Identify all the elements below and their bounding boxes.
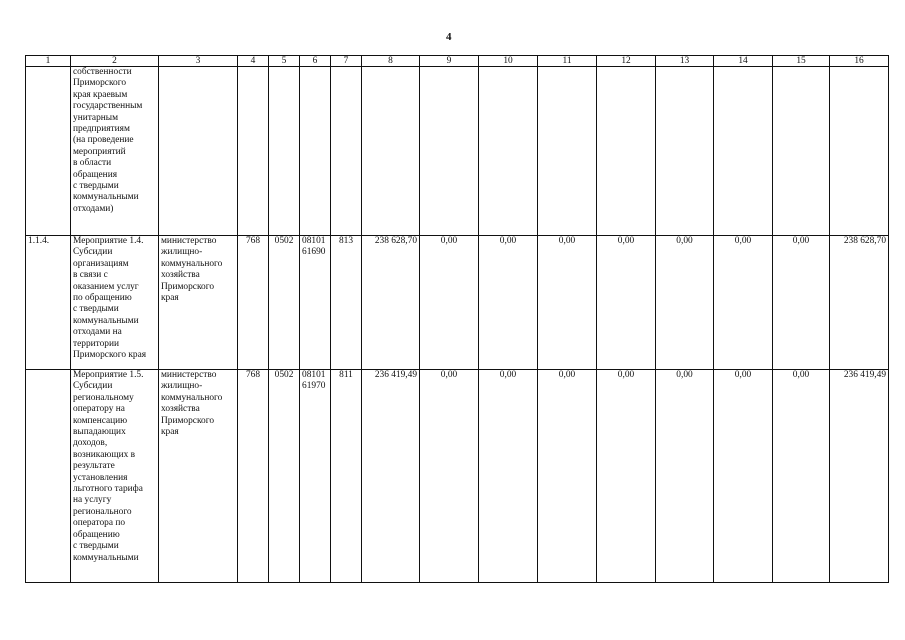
amount-col9: 0,00 (420, 236, 479, 370)
header-cell: 12 (597, 56, 656, 67)
amount-col12 (597, 67, 656, 236)
amount-col10 (479, 67, 538, 236)
header-cell: 7 (331, 56, 362, 67)
row-number (26, 370, 71, 583)
header-cell: 6 (300, 56, 331, 67)
header-cell: 5 (269, 56, 300, 67)
amount-col9: 0,00 (420, 370, 479, 583)
executor: министерство жилищно- коммунального хозяйства Приморского края (159, 370, 238, 583)
header-cell: 1 (26, 56, 71, 67)
header-cell: 11 (538, 56, 597, 67)
amount-col15: 0,00 (773, 370, 830, 583)
code-section: 0502 (269, 370, 300, 583)
code-expense-type: 813 (331, 236, 362, 370)
page-number: 4 (446, 31, 452, 43)
code-section: 0502 (269, 236, 300, 370)
header-cell: 16 (830, 56, 889, 67)
code-grbs: 768 (238, 236, 269, 370)
amount-col13 (656, 67, 714, 236)
header-cell: 13 (656, 56, 714, 67)
amount-col10: 0,00 (479, 236, 538, 370)
amount-col15 (773, 67, 830, 236)
amount-col11: 0,00 (538, 236, 597, 370)
amount-col16: 236 419,49 (830, 370, 889, 583)
table-row (26, 236, 889, 370)
code-target: 08101 61970 (300, 370, 331, 583)
executor: министерство жилищно- коммунального хозяйства Приморского края (159, 236, 238, 370)
header-cell: 10 (479, 56, 538, 67)
amount-col14 (714, 67, 773, 236)
amount-col10: 0,00 (479, 370, 538, 583)
header-cell: 15 (773, 56, 830, 67)
amount-col8: 236 419,49 (362, 370, 420, 583)
table-row (26, 370, 889, 583)
header-row (26, 56, 889, 67)
code-grbs (238, 67, 269, 236)
header-cell: 4 (238, 56, 269, 67)
amount-col16: 238 628,70 (830, 236, 889, 370)
budget-table (25, 55, 889, 583)
header-cell: 3 (159, 56, 238, 67)
measure-name: Мероприятие 1.5. Субсидии региональному оператору на компенсацию выпадающих доходов, возникающих в результате установления льготного тарифа на услугу регионального оператора по обращению с твердыми коммунальными (71, 370, 159, 583)
code-section (269, 67, 300, 236)
measure-name: собственности Приморского края краевым государственным унитарным предприятиям (на проведение мероприятий в области обращения с твердыми коммунальными отходами) (71, 67, 159, 236)
amount-col11: 0,00 (538, 370, 597, 583)
header-cell: 9 (420, 56, 479, 67)
code-expense-type: 811 (331, 370, 362, 583)
amount-col8 (362, 67, 420, 236)
header-cell: 2 (71, 56, 159, 67)
row-number (26, 67, 71, 236)
amount-col12: 0,00 (597, 236, 656, 370)
amount-col9 (420, 67, 479, 236)
amount-col13: 0,00 (656, 236, 714, 370)
executor (159, 67, 238, 236)
code-target (300, 67, 331, 236)
row-number: 1.1.4. (26, 236, 71, 370)
code-grbs: 768 (238, 370, 269, 583)
amount-col13: 0,00 (656, 370, 714, 583)
header-cell: 8 (362, 56, 420, 67)
code-expense-type (331, 67, 362, 236)
measure-name: Мероприятие 1.4. Субсидии организациям в связи с оказанием услуг по обращению с твердыми коммунальными отходами на территории Приморского края (71, 236, 159, 370)
table-row (26, 67, 889, 236)
amount-col16 (830, 67, 889, 236)
header-cell: 14 (714, 56, 773, 67)
code-target: 08101 61690 (300, 236, 331, 370)
amount-col14: 0,00 (714, 370, 773, 583)
amount-col8: 238 628,70 (362, 236, 420, 370)
amount-col12: 0,00 (597, 370, 656, 583)
amount-col11 (538, 67, 597, 236)
amount-col14: 0,00 (714, 236, 773, 370)
amount-col15: 0,00 (773, 236, 830, 370)
